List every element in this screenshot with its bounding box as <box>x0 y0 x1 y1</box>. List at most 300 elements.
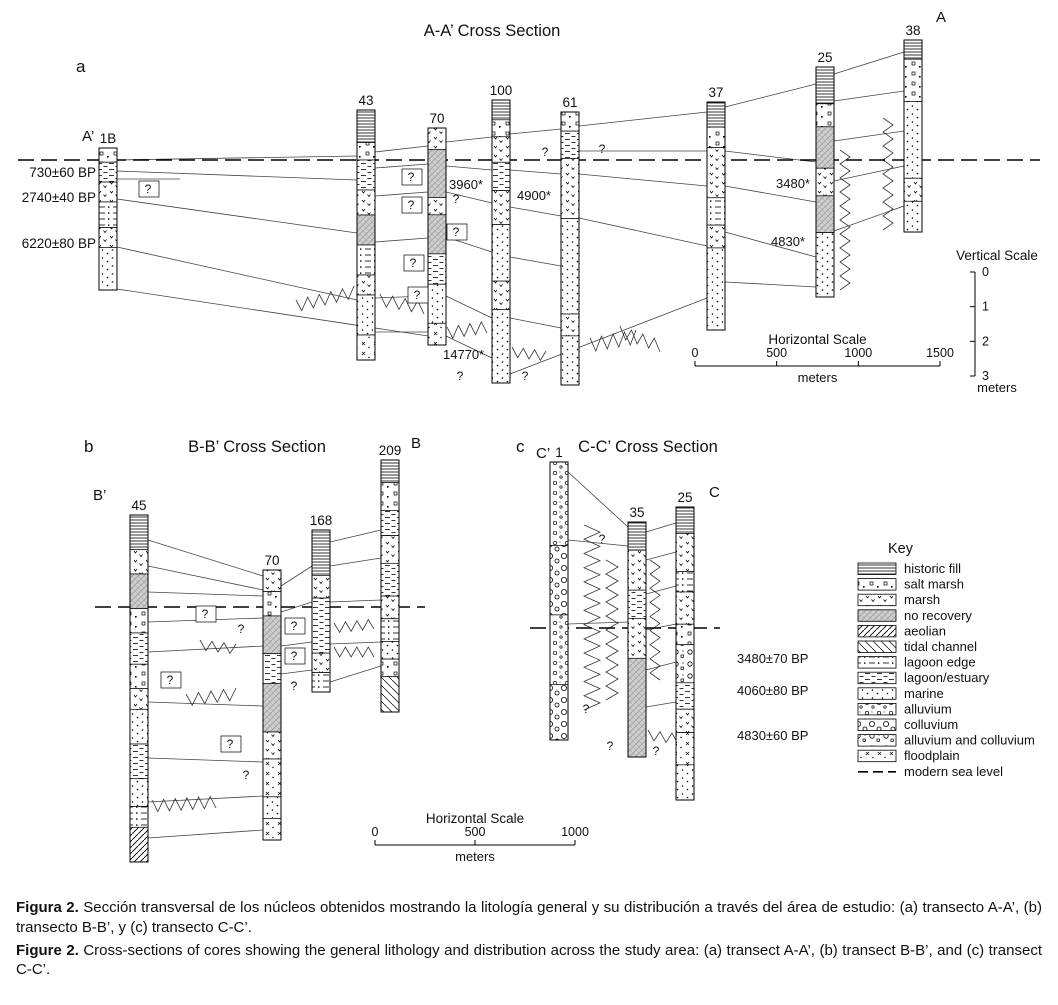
key-item-label: colluvium <box>904 717 959 732</box>
core-segment-salt_marsh <box>381 483 399 511</box>
scale-tick-label: 500 <box>464 825 486 839</box>
question-mark: ? <box>290 649 298 663</box>
core-label: 70 <box>429 111 445 126</box>
core-label: 1B <box>99 131 117 146</box>
core-label: 35 <box>629 505 645 520</box>
section-c <box>516 437 808 800</box>
core-segment-marsh <box>357 190 375 215</box>
correlation-line <box>646 586 676 594</box>
core-segment-marine <box>904 101 922 178</box>
key-swatch-salt_marsh <box>858 579 896 591</box>
correlation-line <box>330 666 381 682</box>
key-item-label: alluvium <box>904 701 952 717</box>
section-a <box>18 9 1040 395</box>
core-segment-salt_marsh <box>816 104 834 127</box>
core-segment-lagoon_edge <box>312 673 330 692</box>
core-segment-salt_marsh <box>130 609 148 633</box>
core-segment-historic_fill <box>816 67 834 104</box>
correlation-line <box>568 472 628 527</box>
question-mark: ? <box>452 192 460 206</box>
transect-end-label: C’ <box>536 445 551 462</box>
key-item-label: marine <box>904 685 944 701</box>
core-column-25 <box>816 50 834 297</box>
key-item-label: historic fill <box>904 561 962 576</box>
key-item-label: floodplain <box>904 748 960 764</box>
core-segment-alluvium_colluvium <box>676 645 694 683</box>
caption-spanish <box>16 898 1042 938</box>
question-mark: ? <box>407 198 415 212</box>
core-segment-lagoon_edge <box>357 245 375 275</box>
core-segment-marine <box>99 247 117 290</box>
core-segment-lagoon_estuary <box>130 744 148 779</box>
correlation-line <box>510 207 561 216</box>
core-segment-no_recovery <box>816 127 834 168</box>
correlation-line <box>725 282 816 287</box>
question-mark: ? <box>226 737 234 751</box>
core-segment-no_recovery <box>428 215 446 254</box>
correlation-line <box>281 566 312 586</box>
correlation-line <box>117 199 357 233</box>
correlation-line <box>510 170 561 174</box>
core-segment-marine <box>561 218 579 314</box>
section-title: C-C’ Cross Section <box>578 438 718 456</box>
core-label: 168 <box>309 513 333 528</box>
core-segment-marsh <box>676 533 694 571</box>
core-segment-marine <box>561 336 579 385</box>
key-swatch-floodplain <box>858 750 896 762</box>
core-label: 25 <box>677 490 693 505</box>
core-segment-historic_fill <box>707 102 725 127</box>
correlation-line <box>148 796 263 802</box>
correlation-line <box>148 758 263 762</box>
core-segment-colluvium <box>550 545 568 615</box>
correlation-line <box>446 296 492 318</box>
core-column-70 <box>263 553 281 840</box>
correlation-line <box>579 218 707 246</box>
core-column-35 <box>628 505 646 757</box>
question-mark: ? <box>407 170 415 184</box>
core-segment-no_recovery <box>428 150 446 198</box>
core-segment-historic_fill <box>492 100 510 120</box>
zigzag-mark <box>840 150 850 290</box>
key-item-label: no recovery <box>904 607 972 623</box>
core-segment-marsh <box>381 536 399 564</box>
core-segment-lagoon_estuary <box>381 563 399 596</box>
core-segment-no_recovery <box>263 683 281 732</box>
core-segment-floodplain <box>428 323 446 345</box>
key-item-label: aeolian <box>904 623 946 639</box>
figure-caption <box>16 898 1042 983</box>
core-segment-salt_marsh <box>130 664 148 688</box>
zigzag-mark <box>648 730 678 744</box>
core-segment-marine <box>492 225 510 282</box>
question-mark: ? <box>582 702 590 716</box>
core-column-168 <box>310 513 333 692</box>
core-segment-salt_marsh <box>707 127 725 148</box>
core-segment-historic_fill <box>357 110 375 143</box>
core-segment-lagoon_edge <box>130 806 148 827</box>
question-mark: ? <box>606 739 614 753</box>
core-segment-marine <box>263 797 281 819</box>
question-mark: ? <box>521 369 529 383</box>
core-segment-marsh <box>312 575 330 598</box>
core-segment-no_recovery <box>130 574 148 609</box>
core-segment-no_recovery <box>628 658 646 757</box>
core-segment-marine <box>381 641 399 659</box>
scale-tick-label: 1500 <box>926 346 954 360</box>
core-segment-lagoon_estuary <box>381 510 399 535</box>
scale-unit: meters <box>797 370 838 385</box>
core-segment-salt_marsh <box>904 59 922 101</box>
core-segment-salt_marsh <box>357 143 375 161</box>
core-column-37 <box>707 85 725 330</box>
date-annotation: 14770* <box>443 347 485 362</box>
horizontal-scale <box>692 332 954 385</box>
core-segment-alluvium <box>550 615 568 685</box>
core-segment-marsh <box>263 570 281 592</box>
core-segment-historic_fill <box>676 507 694 533</box>
key-swatch-colluvium <box>858 719 896 731</box>
core-segment-marsh <box>357 275 375 295</box>
correlation-line <box>646 702 676 707</box>
core-column-38 <box>904 23 922 232</box>
correlation-line <box>148 592 263 596</box>
scale-tick-label: 1000 <box>561 825 589 839</box>
zigzag-mark <box>296 286 354 311</box>
section-title: B-B’ Cross Section <box>188 438 326 456</box>
core-column-45 <box>130 498 148 862</box>
caption-es-text: Sección transversal de los núcleos obtenidos mostrando la litología general y su distribución a través del área de estudio: (a) transecto A-A’, (b) transecto B-B’, y (c) transecto C-C’. <box>16 899 1042 936</box>
core-label: 61 <box>562 95 578 110</box>
question-mark: ? <box>166 673 174 687</box>
scale-tick-label: 1000 <box>844 346 873 360</box>
key-item-label: marsh <box>904 592 941 608</box>
core-segment-aeolian <box>130 827 148 862</box>
zigzag-mark <box>512 347 546 360</box>
core-segment-marsh <box>676 709 694 732</box>
core-segment-lagoon_estuary <box>561 131 579 158</box>
radiocarbon-date: 6220±80 BP <box>21 236 96 251</box>
core-segment-marine <box>130 779 148 807</box>
correlation-line <box>375 238 428 242</box>
key-swatch-historic_fill <box>858 563 896 575</box>
question-mark: ? <box>237 622 245 636</box>
transect-end-label: B <box>411 435 422 452</box>
core-column-1 <box>550 445 568 740</box>
transect-end-label: A <box>936 9 947 26</box>
correlation-line <box>281 642 312 646</box>
core-segment-marsh <box>99 228 117 248</box>
key-swatch-marine <box>858 688 896 700</box>
core-segment-floodplain <box>263 759 281 797</box>
core-segment-marine <box>428 284 446 323</box>
scale-tick-label: 2 <box>982 334 989 349</box>
core-segment-marsh <box>628 550 646 590</box>
scale-tick-label: 0 <box>982 265 989 279</box>
correlation-line <box>117 247 357 300</box>
core-segment-marsh <box>628 618 646 658</box>
core-segment-salt_marsh <box>381 659 399 677</box>
question-mark: ? <box>409 256 417 270</box>
transect-end-label: B’ <box>93 487 107 504</box>
date-annotation: 4830* <box>771 234 805 249</box>
core-segment-historic_fill <box>312 530 330 575</box>
core-segment-marine <box>357 295 375 335</box>
core-label: 45 <box>131 498 147 513</box>
scale-label: Horizontal Scale <box>425 811 525 826</box>
caption-en-label: Figure 2. <box>16 941 79 959</box>
radiocarbon-date: 2740±40 BP <box>21 190 96 205</box>
core-segment-lagoon_edge <box>381 619 399 642</box>
zigzag-mark <box>650 560 660 680</box>
key-item-label: salt marsh <box>904 576 964 592</box>
vertical-scale <box>956 248 1038 395</box>
key-title: Key <box>888 541 913 557</box>
core-column-1B <box>99 131 117 290</box>
correlation-line <box>330 530 381 542</box>
core-segment-lagoon_estuary <box>312 598 330 653</box>
correlation-line <box>446 166 492 170</box>
core-segment-lagoon_edge <box>676 571 694 592</box>
core-segment-colluvium <box>550 684 568 740</box>
core-segment-marsh <box>492 137 510 162</box>
core-segment-marsh <box>904 178 922 201</box>
question-mark: ? <box>452 225 460 239</box>
key-item-label: modern sea level <box>904 763 1003 779</box>
correlation-line <box>568 622 628 624</box>
key-swatch-no_recovery <box>858 610 896 622</box>
zigzag-mark <box>200 640 236 653</box>
scale-unit: meters <box>455 849 495 864</box>
correlation-line <box>646 662 676 670</box>
horizontal-scale <box>372 811 589 864</box>
core-segment-historic_fill <box>904 40 922 59</box>
zigzag-mark <box>584 525 600 710</box>
correlation-line <box>148 566 263 590</box>
correlation-line <box>330 558 381 566</box>
core-segment-salt_marsh <box>263 592 281 616</box>
core-segment-marsh <box>561 158 579 218</box>
caption-english <box>16 941 1042 981</box>
core-segment-marsh <box>492 191 510 225</box>
key-item-label: lagoon/estuary <box>904 670 990 686</box>
date-annotation: 3960* <box>449 177 483 192</box>
zigzag-mark <box>186 688 236 705</box>
correlation-line <box>510 257 561 266</box>
zigzag-mark <box>447 322 487 338</box>
scale-tick-label: 0 <box>371 825 379 839</box>
correlation-line <box>148 830 263 838</box>
section-b <box>84 435 589 864</box>
core-segment-marine <box>676 765 694 800</box>
core-segment-salt_marsh <box>561 112 579 131</box>
core-label: 1 <box>555 445 563 460</box>
core-column-43 <box>357 93 375 360</box>
core-segment-no_recovery <box>816 196 834 233</box>
core-segment-marine <box>816 233 834 297</box>
core-segment-historic_fill <box>381 460 399 483</box>
question-mark: ? <box>456 369 464 383</box>
core-segment-lagoon_estuary <box>263 654 281 684</box>
core-segment-marsh <box>312 653 330 672</box>
core-segment-floodplain <box>676 733 694 765</box>
core-label: 38 <box>905 23 921 38</box>
correlation-line <box>510 318 561 328</box>
date-annotation: 4830±60 BP <box>737 728 809 743</box>
transect-end-label: A’ <box>82 128 95 145</box>
correlation-line <box>834 91 904 101</box>
correlation-line <box>330 600 381 602</box>
core-segment-marsh <box>707 225 725 248</box>
correlation-line <box>834 52 904 74</box>
core-segment-historic_fill <box>628 522 646 550</box>
question-mark: ? <box>598 532 606 546</box>
key-swatch-alluvium <box>858 703 896 715</box>
caption-es-label: Figura 2. <box>16 899 79 916</box>
date-annotation: 4900* <box>517 188 551 203</box>
core-segment-marsh <box>676 592 694 624</box>
core-label: 209 <box>378 443 402 458</box>
core-segment-lagoon_estuary <box>676 683 694 709</box>
key-item-label: lagoon edge <box>904 654 976 670</box>
key-swatch-lagoon_estuary <box>858 672 896 684</box>
question-mark: ? <box>201 607 209 621</box>
core-segment-lagoon_estuary <box>428 254 446 284</box>
correlation-line <box>579 112 707 126</box>
correlation-line <box>330 642 381 644</box>
correlation-line <box>148 540 263 576</box>
core-segment-marsh <box>99 182 117 202</box>
core-label: 25 <box>817 50 833 65</box>
panel-label: b <box>84 437 94 456</box>
correlation-line <box>375 192 428 196</box>
date-annotation: 3480* <box>776 176 810 191</box>
core-segment-lagoon_edge <box>99 202 117 228</box>
core-segment-salt_marsh <box>492 120 510 137</box>
core-segment-marsh <box>561 314 579 336</box>
key-swatch-lagoon_edge <box>858 657 896 669</box>
core-segment-marsh <box>492 281 510 309</box>
core-segment-tidal_channel <box>381 677 399 712</box>
correlation-line <box>834 131 904 141</box>
scale-tick-label: 0 <box>691 346 699 360</box>
question-mark: ? <box>652 744 660 758</box>
key-item-label: alluvium and colluvium <box>904 732 1035 748</box>
key-swatch-marsh <box>858 594 896 606</box>
question-mark: ? <box>290 619 298 633</box>
correlation-line <box>834 206 904 231</box>
zigzag-mark <box>334 620 374 633</box>
core-segment-no_recovery <box>357 215 375 245</box>
radiocarbon-date: 730±60 BP <box>29 165 96 180</box>
core-segment-marsh <box>130 689 148 710</box>
core-column-61 <box>561 95 579 385</box>
core-segment-marine <box>130 709 148 744</box>
core-segment-marsh <box>263 732 281 759</box>
core-label: 43 <box>358 93 374 108</box>
key-legend <box>858 541 1035 779</box>
date-annotation: 3480±70 BP <box>737 651 809 666</box>
question-mark: ? <box>144 182 152 196</box>
key-swatch-aeolian <box>858 625 896 637</box>
correlation-line <box>510 298 707 374</box>
transect-end-label: C <box>709 484 720 501</box>
scale-label: Horizontal Scale <box>768 332 867 347</box>
core-column-100 <box>490 83 513 383</box>
core-segment-marsh <box>428 197 446 214</box>
core-label: 70 <box>264 553 280 568</box>
correlation-line <box>510 129 561 134</box>
key-swatch-tidal_channel <box>858 641 896 653</box>
core-column-70 <box>428 111 446 345</box>
panel-label: c <box>516 437 525 456</box>
core-segment-lagoon_estuary <box>492 162 510 190</box>
core-segment-marsh <box>816 168 834 196</box>
core-segment-lagoon_estuary <box>130 633 148 664</box>
scale-tick-label: 3 <box>982 369 989 383</box>
key-item-label: tidal channel <box>904 639 977 654</box>
core-segment-no_recovery <box>263 616 281 654</box>
core-segment-marsh <box>381 596 399 619</box>
core-segment-marine <box>492 309 510 383</box>
correlation-line <box>834 166 904 181</box>
core-segment-marsh <box>707 148 725 198</box>
zigzag-mark <box>620 326 660 352</box>
date-annotation: 4060±80 BP <box>737 683 809 698</box>
core-label: 37 <box>708 85 724 100</box>
core-segment-floodplain <box>357 335 375 360</box>
question-mark: ? <box>413 288 421 302</box>
core-column-25 <box>676 490 694 800</box>
core-segment-floodplain <box>263 818 281 840</box>
correlation-line <box>725 84 816 107</box>
panel-label: a <box>76 57 86 76</box>
core-segment-salt_marsh <box>99 148 117 162</box>
core-segment-marsh <box>130 550 148 574</box>
zigzag-mark <box>334 647 374 657</box>
correlation-line <box>646 624 676 630</box>
core-segment-lagoon_estuary <box>357 160 375 190</box>
core-segment-marine <box>707 248 725 330</box>
core-label: 100 <box>489 83 513 98</box>
correlation-line <box>646 523 676 532</box>
scale-tick-label: 1 <box>982 299 989 314</box>
caption-en-text: Cross-sections of cores showing the general lithology and distribution across the study area: (a) transect A-A’, (b) transect B-B’, and (c) transect C-C’. <box>16 941 1042 979</box>
correlation-line <box>579 174 707 186</box>
question-mark: ? <box>290 679 298 693</box>
key-swatch-alluvium_colluvium <box>858 735 896 747</box>
question-mark: ? <box>598 142 606 156</box>
scale-tick-label: 500 <box>766 346 788 360</box>
correlation-line <box>446 137 492 142</box>
scale-label: Vertical Scale <box>956 248 1038 263</box>
core-segment-alluvium <box>550 462 568 545</box>
zigzag-mark <box>606 560 618 700</box>
core-column-209 <box>379 443 402 712</box>
correlation-line <box>646 552 676 560</box>
correlation-line <box>281 670 312 674</box>
section-title: A-A’ Cross Section <box>423 22 561 40</box>
core-segment-historic_fill <box>130 515 148 550</box>
core-segment-lagoon_estuary <box>628 590 646 618</box>
core-segment-lagoon_estuary <box>99 162 117 182</box>
scale-unit: meters <box>977 380 1017 395</box>
core-segment-lagoon_edge <box>707 198 725 225</box>
correlation-line <box>375 164 428 168</box>
question-mark: ? <box>242 768 250 782</box>
correlation-line <box>375 146 428 152</box>
core-segment-marsh <box>428 128 446 150</box>
